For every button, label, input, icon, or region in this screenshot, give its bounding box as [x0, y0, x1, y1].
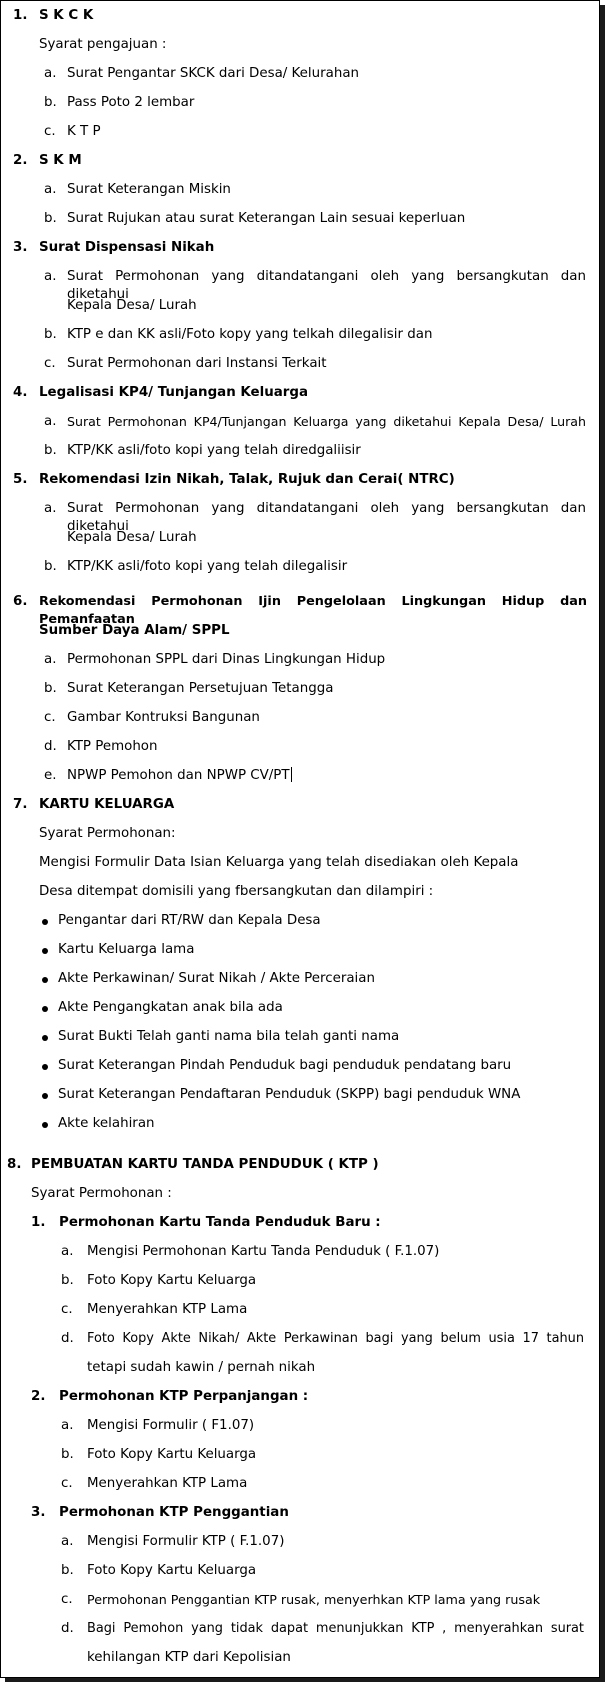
bullet-icon	[42, 948, 48, 954]
item-marker: a.	[44, 66, 57, 81]
item-marker: b.	[44, 681, 57, 696]
subsection-number: 2.	[31, 1389, 46, 1404]
bullet-text: Pengantar dari RT/RW dan Kepala Desa	[58, 913, 321, 928]
item-marker: b.	[44, 95, 57, 110]
bullet-text: Akte Pengangkatan anak bila ada	[58, 1000, 283, 1015]
bullet-icon	[42, 1035, 48, 1041]
item-text: Surat Pengantar SKCK dari Desa/ Kelurahan	[67, 66, 360, 81]
bullet-text: Akte kelahiran	[58, 1116, 155, 1131]
item-marker: a.	[44, 652, 57, 667]
item-marker: a.	[44, 269, 57, 284]
item-marker: b.	[61, 1273, 74, 1288]
section-title: Rekomendasi Izin Nikah, Talak, Rujuk dan Cerai( NTRC)	[39, 472, 455, 487]
subsection-title: Permohonan KTP Penggantian	[59, 1505, 289, 1520]
item-text: Surat Permohonan dari Instansi Terkait	[67, 356, 327, 371]
section-number: 8.	[7, 1157, 22, 1172]
subsection-number: 1.	[31, 1215, 46, 1230]
item-marker: a.	[44, 501, 57, 516]
item-text: KTP e dan KK asli/Foto kopy yang telkah dilegalisir dan	[67, 327, 433, 342]
subsection-title: Permohonan Kartu Tanda Penduduk Baru :	[59, 1215, 381, 1230]
section-title: KARTU KELUARGA	[39, 797, 175, 812]
item-text: Menyerahkan KTP Lama	[87, 1476, 248, 1491]
section-number: 2.	[13, 153, 28, 168]
item-marker: c.	[44, 710, 56, 725]
item-marker: c.	[61, 1302, 73, 1317]
item-marker: d.	[61, 1621, 74, 1636]
item-text-continued: Kepala Desa/ Lurah	[67, 530, 197, 545]
item-text: Foto Kopy Kartu Keluarga	[87, 1563, 257, 1578]
item-marker: d.	[44, 739, 57, 754]
item-marker: a.	[61, 1418, 74, 1433]
section-number: 6.	[13, 594, 28, 609]
section-number: 7.	[13, 797, 28, 812]
section-paragraph: Desa ditempat domisili yang fbersangkutan dan dilampiri :	[39, 884, 434, 899]
item-text-continued: kehilangan KTP dari Kepolisian	[87, 1650, 291, 1665]
item-text: Mengisi Formulir KTP ( F.1.07)	[87, 1534, 285, 1549]
bullet-icon	[42, 1006, 48, 1012]
item-text: Pass Poto 2 lembar	[67, 95, 195, 110]
bullet-text: Surat Keterangan Pindah Penduduk bagi penduduk pendatang baru	[58, 1058, 512, 1073]
item-text-continued: tetapi sudah kawin / pernah nikah	[87, 1360, 316, 1375]
bullet-text: Kartu Keluarga lama	[58, 942, 195, 957]
item-text: NPWP Pemohon dan NPWP CV/PT	[67, 768, 290, 783]
bullet-text: Surat Keterangan Pendaftaran Penduduk (SKPP) bagi penduduk WNA	[58, 1087, 521, 1102]
item-marker: a.	[44, 414, 57, 429]
item-text: K T P	[67, 124, 101, 139]
bullet-icon	[42, 977, 48, 983]
item-text: Gambar Kontruksi Bangunan	[67, 710, 260, 725]
item-marker: c.	[61, 1592, 73, 1607]
item-text: Mengisi Permohonan Kartu Tanda Penduduk ( F.1.07)	[87, 1244, 440, 1259]
item-marker: b.	[44, 559, 57, 574]
item-text: KTP Pemohon	[67, 739, 158, 754]
section-intro: Syarat Permohonan :	[31, 1186, 172, 1201]
subsection-title: Permohonan KTP Perpanjangan :	[59, 1389, 309, 1404]
item-marker: b.	[44, 443, 57, 458]
item-text: Foto Kopy Kartu Keluarga	[87, 1447, 257, 1462]
text-cursor	[291, 767, 292, 782]
item-marker: c.	[44, 356, 56, 371]
item-marker: c.	[61, 1476, 73, 1491]
item-text: Foto Kopy Kartu Keluarga	[87, 1273, 257, 1288]
item-text: Permohonan Penggantian KTP rusak, menyerhkan KTP lama yang rusak	[87, 1592, 541, 1607]
section-number: 5.	[13, 472, 28, 487]
item-marker: a.	[61, 1534, 74, 1549]
item-marker: b.	[61, 1447, 74, 1462]
section-intro: Syarat Permohonan:	[39, 826, 176, 841]
section-paragraph: Mengisi Formulir Data Isian Keluarga yang telah disediakan oleh Kepala	[39, 855, 519, 870]
subsection-number: 3.	[31, 1505, 46, 1520]
item-text: Surat Permohonan yang ditandatangani oleh yang bersangkutan dan diketahui	[67, 269, 586, 302]
item-text: Permohonan SPPL dari Dinas Lingkungan Hidup	[67, 652, 386, 667]
item-text: Surat Permohonan yang ditandatangani oleh yang bersangkutan dan diketahui	[67, 501, 586, 534]
item-text: Surat Rujukan atau surat Keterangan Lain sesuai keperluan	[67, 211, 466, 226]
section-title: Rekomendasi Permohonan Ijin Pengelolaan Lingkungan Hidup dan Pemanfaatan	[39, 594, 587, 627]
item-text: Mengisi Formulir ( F1.07)	[87, 1418, 255, 1433]
bullet-icon	[42, 1122, 48, 1128]
item-text: Surat Permohonan KP4/Tunjangan Keluarga yang diketahui Kepala Desa/ Lurah	[67, 414, 586, 429]
item-marker: b.	[44, 327, 57, 342]
item-text-continued: Kepala Desa/ Lurah	[67, 298, 197, 313]
item-text: KTP/KK asli/foto kopi yang telah diredgaliisir	[67, 443, 361, 458]
item-text: Foto Kopy Akte Nikah/ Akte Perkawinan bagi yang belum usia 17 tahun	[87, 1331, 584, 1346]
item-marker: d.	[61, 1331, 74, 1346]
item-text: Surat Keterangan Miskin	[67, 182, 231, 197]
section-number: 3.	[13, 240, 28, 255]
section-title: Legalisasi KP4/ Tunjangan Keluarga	[39, 385, 309, 400]
item-marker: c.	[44, 124, 56, 139]
item-marker: e.	[44, 768, 57, 783]
section-title: S K M	[39, 153, 82, 168]
bullet-icon	[42, 1064, 48, 1070]
item-marker: a.	[61, 1244, 74, 1259]
section-intro: Syarat pengajuan :	[39, 37, 167, 52]
item-text: Menyerahkan KTP Lama	[87, 1302, 248, 1317]
item-text: Surat Keterangan Persetujuan Tetangga	[67, 681, 334, 696]
bullet-icon	[42, 1093, 48, 1099]
item-marker: a.	[44, 182, 57, 197]
section-title: Surat Dispensasi Nikah	[39, 240, 215, 255]
section-number: 4.	[13, 385, 28, 400]
section-title-continued: Sumber Daya Alam/ SPPL	[39, 623, 230, 638]
item-line	[67, 767, 292, 785]
bullet-text: Akte Perkawinan/ Surat Nikah / Akte Perceraian	[58, 971, 375, 986]
section-title: S K C K	[39, 8, 94, 23]
item-text: Bagi Pemohon yang tidak dapat menunjukkan KTP , menyerahkan surat	[87, 1621, 584, 1636]
item-marker: b.	[44, 211, 57, 226]
section-title: PEMBUATAN KARTU TANDA PENDUDUK ( KTP )	[31, 1157, 379, 1172]
bullet-icon	[42, 919, 48, 925]
bullet-text: Surat Bukti Telah ganti nama bila telah ganti nama	[58, 1029, 400, 1044]
item-marker: b.	[61, 1563, 74, 1578]
item-text: KTP/KK asli/foto kopi yang telah dilegalisir	[67, 559, 348, 574]
section-number: 1.	[13, 8, 28, 23]
